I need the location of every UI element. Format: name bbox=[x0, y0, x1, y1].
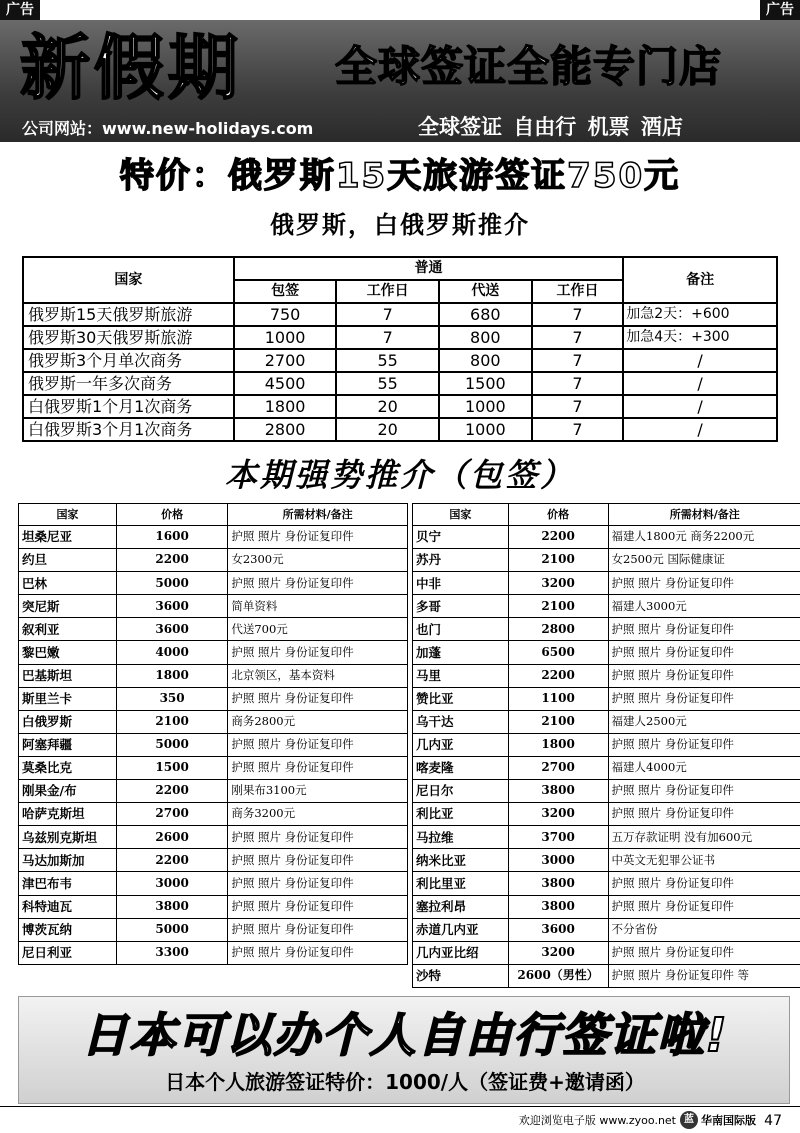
visa-price: 3800 bbox=[116, 895, 227, 918]
japan-promo bbox=[18, 996, 790, 1104]
visa-type: 白俄罗斯3个月1次商务 bbox=[23, 418, 234, 441]
country-name: 哈萨克斯坦 bbox=[19, 803, 117, 826]
country-name: 利比里亚 bbox=[413, 872, 509, 895]
table-row bbox=[413, 526, 800, 549]
header-remarks: 备注 bbox=[623, 257, 777, 303]
visa-price: 1800 bbox=[116, 664, 227, 687]
table-row bbox=[23, 372, 777, 395]
country-name: 马里 bbox=[413, 664, 509, 687]
package-workdays: 55 bbox=[336, 372, 439, 395]
visa-price: 3800 bbox=[508, 895, 608, 918]
footer-site-text[interactable]: 欢迎浏览电子版 www.zyoo.net bbox=[518, 1114, 676, 1127]
agent-workdays: 7 bbox=[532, 303, 624, 326]
remark: / bbox=[623, 372, 777, 395]
visa-type: 俄罗斯一年多次商务 bbox=[23, 372, 234, 395]
country-name: 白俄罗斯 bbox=[19, 710, 117, 733]
recommend-title: 本期强势推介（包签） bbox=[224, 456, 575, 494]
footer bbox=[0, 1106, 800, 1133]
requirements: 护照 照片 身份证复印件 bbox=[228, 572, 408, 595]
table-row bbox=[19, 756, 408, 779]
russia-visa-table bbox=[22, 256, 778, 442]
visa-price: 2800 bbox=[508, 618, 608, 641]
requirements: 商务3200元 bbox=[228, 803, 408, 826]
table-row bbox=[23, 349, 777, 372]
remark: 加急2天：+600 bbox=[623, 303, 777, 326]
requirements: 北京领区，基本资料 bbox=[228, 664, 408, 687]
package-price: 2700 bbox=[234, 349, 337, 372]
table-row bbox=[413, 918, 800, 941]
requirements: 不分省份 bbox=[608, 918, 800, 941]
visa-price: 6500 bbox=[508, 641, 608, 664]
requirements: 女2500元 国际健康证 bbox=[608, 549, 800, 572]
visa-price: 2700 bbox=[116, 803, 227, 826]
visa-price: 4000 bbox=[116, 641, 227, 664]
visa-price: 3600 bbox=[116, 618, 227, 641]
package-price: 750 bbox=[234, 303, 337, 326]
visa-type: 白俄罗斯1个月1次商务 bbox=[23, 395, 234, 418]
requirements: 护照 照片 身份证复印件 bbox=[228, 641, 408, 664]
header-country: 国家 bbox=[23, 257, 234, 303]
table-row bbox=[19, 780, 408, 803]
table-row bbox=[19, 526, 408, 549]
country-name: 乌兹别克斯坦 bbox=[19, 826, 117, 849]
remark: / bbox=[623, 418, 777, 441]
table-row bbox=[413, 756, 800, 779]
remark: 加急4天：+300 bbox=[623, 326, 777, 349]
services-list: 全球签证 自由行 机票 酒店 bbox=[418, 114, 683, 139]
visa-price: 5000 bbox=[116, 733, 227, 756]
visa-price: 1600 bbox=[116, 526, 227, 549]
table-row bbox=[413, 664, 800, 687]
requirements: 护照 照片 身份证复印件 bbox=[228, 733, 408, 756]
header-materials: 所需材料/备注 bbox=[228, 504, 408, 526]
table-row bbox=[413, 780, 800, 803]
table-row bbox=[413, 895, 800, 918]
table-row bbox=[413, 941, 800, 964]
requirements: 护照 照片 身份证复印件 bbox=[228, 895, 408, 918]
visa-type: 俄罗斯15天俄罗斯旅游 bbox=[23, 303, 234, 326]
visa-price: 2600 bbox=[116, 826, 227, 849]
country-name: 坦桑尼亚 bbox=[19, 526, 117, 549]
visa-price: 3200 bbox=[508, 803, 608, 826]
requirements: 护照 照片 身份证复印件 bbox=[608, 641, 800, 664]
country-name: 中非 bbox=[413, 572, 509, 595]
table-row bbox=[413, 687, 800, 710]
country-name: 贝宁 bbox=[413, 526, 509, 549]
requirements: 护照 照片 身份证复印件 bbox=[228, 687, 408, 710]
table-row bbox=[413, 872, 800, 895]
visa-price: 2200 bbox=[116, 780, 227, 803]
requirements: 护照 照片 身份证复印件 bbox=[228, 872, 408, 895]
visa-price: 3700 bbox=[508, 826, 608, 849]
agent-workdays: 7 bbox=[532, 326, 624, 349]
slogan: 全球签证全能专门店 bbox=[335, 42, 723, 91]
header-country: 国家 bbox=[413, 504, 509, 526]
agent-price: 800 bbox=[439, 326, 532, 349]
country-name: 喀麦隆 bbox=[413, 756, 509, 779]
visa-price: 5000 bbox=[116, 572, 227, 595]
requirements: 护照 照片 身份证复印件 bbox=[608, 664, 800, 687]
table-row bbox=[23, 395, 777, 418]
header-workdays: 工作日 bbox=[336, 280, 439, 303]
table-row bbox=[19, 733, 408, 756]
header-materials: 所需材料/备注 bbox=[608, 504, 800, 526]
requirements: 简单资料 bbox=[228, 595, 408, 618]
requirements: 代送700元 bbox=[228, 618, 408, 641]
country-name: 几内亚比绍 bbox=[413, 941, 509, 964]
table-row bbox=[413, 549, 800, 572]
visa-price: 1100 bbox=[508, 687, 608, 710]
remark: / bbox=[623, 349, 777, 372]
requirements: 护照 照片 身份证复印件 bbox=[228, 918, 408, 941]
table-row bbox=[413, 849, 800, 872]
table-row bbox=[413, 733, 800, 756]
requirements: 五万存款证明 没有加600元 bbox=[608, 826, 800, 849]
agent-price: 680 bbox=[439, 303, 532, 326]
header-agent: 代送 bbox=[439, 280, 532, 303]
agent-price: 1000 bbox=[439, 418, 532, 441]
package-workdays: 7 bbox=[336, 326, 439, 349]
requirements: 女2300元 bbox=[228, 549, 408, 572]
table-row bbox=[19, 710, 408, 733]
recommend-table-right bbox=[412, 503, 800, 988]
table-row bbox=[23, 303, 777, 326]
table-row bbox=[19, 641, 408, 664]
requirements: 护照 照片 身份证复印件 bbox=[228, 849, 408, 872]
requirements: 护照 照片 身份证复印件 bbox=[228, 526, 408, 549]
country-name: 叙利亚 bbox=[19, 618, 117, 641]
country-name: 斯里兰卡 bbox=[19, 687, 117, 710]
visa-price: 3000 bbox=[508, 849, 608, 872]
package-price: 1000 bbox=[234, 326, 337, 349]
table-row bbox=[413, 964, 800, 987]
package-workdays: 55 bbox=[336, 349, 439, 372]
requirements: 护照 照片 身份证复印件 bbox=[228, 941, 408, 964]
country-name: 阿塞拜疆 bbox=[19, 733, 117, 756]
requirements: 护照 照片 身份证复印件 等 bbox=[608, 964, 800, 987]
table-row bbox=[413, 618, 800, 641]
country-name: 刚果金/布 bbox=[19, 780, 117, 803]
visa-price: 2600（男性） bbox=[508, 964, 608, 987]
country-name: 巴基斯坦 bbox=[19, 664, 117, 687]
visa-price: 2200 bbox=[116, 549, 227, 572]
country-name: 津巴布韦 bbox=[19, 872, 117, 895]
requirements: 护照 照片 身份证复印件 bbox=[608, 803, 800, 826]
visa-type: 俄罗斯30天俄罗斯旅游 bbox=[23, 326, 234, 349]
visa-price: 2100 bbox=[116, 710, 227, 733]
page-number: 47 bbox=[764, 1113, 782, 1129]
country-name: 赤道几内亚 bbox=[413, 918, 509, 941]
table-row bbox=[23, 326, 777, 349]
requirements: 福建人2500元 bbox=[608, 710, 800, 733]
country-name: 博茨瓦纳 bbox=[19, 918, 117, 941]
publisher-name: 华南国际版 bbox=[701, 1114, 756, 1127]
visa-price: 2700 bbox=[508, 756, 608, 779]
requirements: 护照 照片 身份证复印件 bbox=[608, 941, 800, 964]
table-row bbox=[19, 826, 408, 849]
website-link[interactable]: 公司网站：www.new-holidays.com bbox=[22, 119, 314, 138]
table-row bbox=[19, 687, 408, 710]
header-workdays: 工作日 bbox=[532, 280, 624, 303]
visa-price: 3300 bbox=[116, 941, 227, 964]
header-country: 国家 bbox=[19, 504, 117, 526]
header-price: 价格 bbox=[116, 504, 227, 526]
ad-label-right: 广告 bbox=[760, 0, 800, 20]
header-banner bbox=[0, 20, 800, 142]
visa-type: 俄罗斯3个月单次商务 bbox=[23, 349, 234, 372]
package-workdays: 20 bbox=[336, 418, 439, 441]
package-workdays: 7 bbox=[336, 303, 439, 326]
visa-price: 3200 bbox=[508, 941, 608, 964]
russia-section-title: 俄罗斯，白俄罗斯推介 bbox=[270, 211, 530, 239]
agent-workdays: 7 bbox=[532, 372, 624, 395]
agent-workdays: 7 bbox=[532, 418, 624, 441]
country-name: 塞拉利昂 bbox=[413, 895, 509, 918]
japan-price-line: 日本个人旅游签证特价：1000/人（签证费+邀请函） bbox=[165, 1070, 645, 1094]
country-name: 黎巴嫩 bbox=[19, 641, 117, 664]
visa-price: 1500 bbox=[116, 756, 227, 779]
requirements: 刚果布3100元 bbox=[228, 780, 408, 803]
package-price: 1800 bbox=[234, 395, 337, 418]
visa-price: 5000 bbox=[116, 918, 227, 941]
requirements: 护照 照片 身份证复印件 bbox=[608, 687, 800, 710]
requirements: 福建人4000元 bbox=[608, 756, 800, 779]
country-name: 加蓬 bbox=[413, 641, 509, 664]
visa-price: 350 bbox=[116, 687, 227, 710]
country-name: 尼日尔 bbox=[413, 780, 509, 803]
requirements: 护照 照片 身份证复印件 bbox=[228, 756, 408, 779]
visa-price: 3800 bbox=[508, 780, 608, 803]
requirements: 商务2800元 bbox=[228, 710, 408, 733]
table-row bbox=[413, 641, 800, 664]
country-name: 马拉维 bbox=[413, 826, 509, 849]
requirements: 护照 照片 身份证复印件 bbox=[228, 826, 408, 849]
visa-price: 1800 bbox=[508, 733, 608, 756]
country-name: 赞比亚 bbox=[413, 687, 509, 710]
brand-name: 新假期 bbox=[20, 27, 242, 109]
visa-price: 2200 bbox=[508, 526, 608, 549]
requirements: 中英文无犯罪公证书 bbox=[608, 849, 800, 872]
country-name: 也门 bbox=[413, 618, 509, 641]
table-row bbox=[19, 595, 408, 618]
agent-price: 800 bbox=[439, 349, 532, 372]
japan-headline: 日本可以办个人自由行签证啦! bbox=[81, 1008, 729, 1062]
country-name: 马达加斯加 bbox=[19, 849, 117, 872]
requirements: 福建人3000元 bbox=[608, 595, 800, 618]
requirements: 护照 照片 身份证复印件 bbox=[608, 895, 800, 918]
requirements: 护照 照片 身份证复印件 bbox=[608, 618, 800, 641]
header-normal: 普通 bbox=[234, 257, 623, 280]
agent-workdays: 7 bbox=[532, 395, 624, 418]
visa-price: 3600 bbox=[508, 918, 608, 941]
table-row bbox=[19, 895, 408, 918]
visa-price: 3000 bbox=[116, 872, 227, 895]
table-row bbox=[19, 618, 408, 641]
remark: / bbox=[623, 395, 777, 418]
header-package: 包签 bbox=[234, 280, 337, 303]
agent-workdays: 7 bbox=[532, 349, 624, 372]
visa-price: 2100 bbox=[508, 549, 608, 572]
package-price: 4500 bbox=[234, 372, 337, 395]
table-row bbox=[19, 664, 408, 687]
table-row bbox=[413, 572, 800, 595]
table-row bbox=[19, 918, 408, 941]
country-name: 乌干达 bbox=[413, 710, 509, 733]
agent-price: 1000 bbox=[439, 395, 532, 418]
table-row bbox=[19, 941, 408, 964]
requirements: 护照 照片 身份证复印件 bbox=[608, 572, 800, 595]
table-row bbox=[19, 849, 408, 872]
table-row bbox=[413, 826, 800, 849]
ad-label-left: 广告 bbox=[0, 0, 40, 20]
country-name: 苏丹 bbox=[413, 549, 509, 572]
table-row bbox=[19, 572, 408, 595]
country-name: 巴林 bbox=[19, 572, 117, 595]
visa-price: 2100 bbox=[508, 710, 608, 733]
requirements: 护照 照片 身份证复印件 bbox=[608, 780, 800, 803]
agent-price: 1500 bbox=[439, 372, 532, 395]
country-name: 科特迪瓦 bbox=[19, 895, 117, 918]
package-price: 2800 bbox=[234, 418, 337, 441]
visa-price: 2200 bbox=[508, 664, 608, 687]
table-row bbox=[413, 595, 800, 618]
header-price: 价格 bbox=[508, 504, 608, 526]
country-name: 突尼斯 bbox=[19, 595, 117, 618]
publisher-logo-icon: 蓝 bbox=[680, 1111, 698, 1129]
table-row bbox=[19, 872, 408, 895]
country-name: 利比亚 bbox=[413, 803, 509, 826]
requirements: 护照 照片 身份证复印件 bbox=[608, 733, 800, 756]
table-row bbox=[413, 803, 800, 826]
visa-price: 3800 bbox=[508, 872, 608, 895]
visa-price: 2200 bbox=[116, 849, 227, 872]
country-name: 莫桑比克 bbox=[19, 756, 117, 779]
visa-price: 3200 bbox=[508, 572, 608, 595]
requirements: 福建人1800元 商务2200元 bbox=[608, 526, 800, 549]
table-row bbox=[23, 418, 777, 441]
country-name: 多哥 bbox=[413, 595, 509, 618]
country-name: 约旦 bbox=[19, 549, 117, 572]
table-row bbox=[19, 549, 408, 572]
country-name: 尼日利亚 bbox=[19, 941, 117, 964]
special-offer-headline: 特价：俄罗斯15天旅游签证750元 bbox=[119, 156, 681, 196]
table-row bbox=[413, 710, 800, 733]
country-name: 纳米比亚 bbox=[413, 849, 509, 872]
visa-price: 2100 bbox=[508, 595, 608, 618]
table-row bbox=[19, 803, 408, 826]
recommend-table-left bbox=[18, 503, 408, 965]
country-name: 几内亚 bbox=[413, 733, 509, 756]
visa-price: 3600 bbox=[116, 595, 227, 618]
package-workdays: 20 bbox=[336, 395, 439, 418]
requirements: 护照 照片 身份证复印件 bbox=[608, 872, 800, 895]
country-name: 沙特 bbox=[413, 964, 509, 987]
